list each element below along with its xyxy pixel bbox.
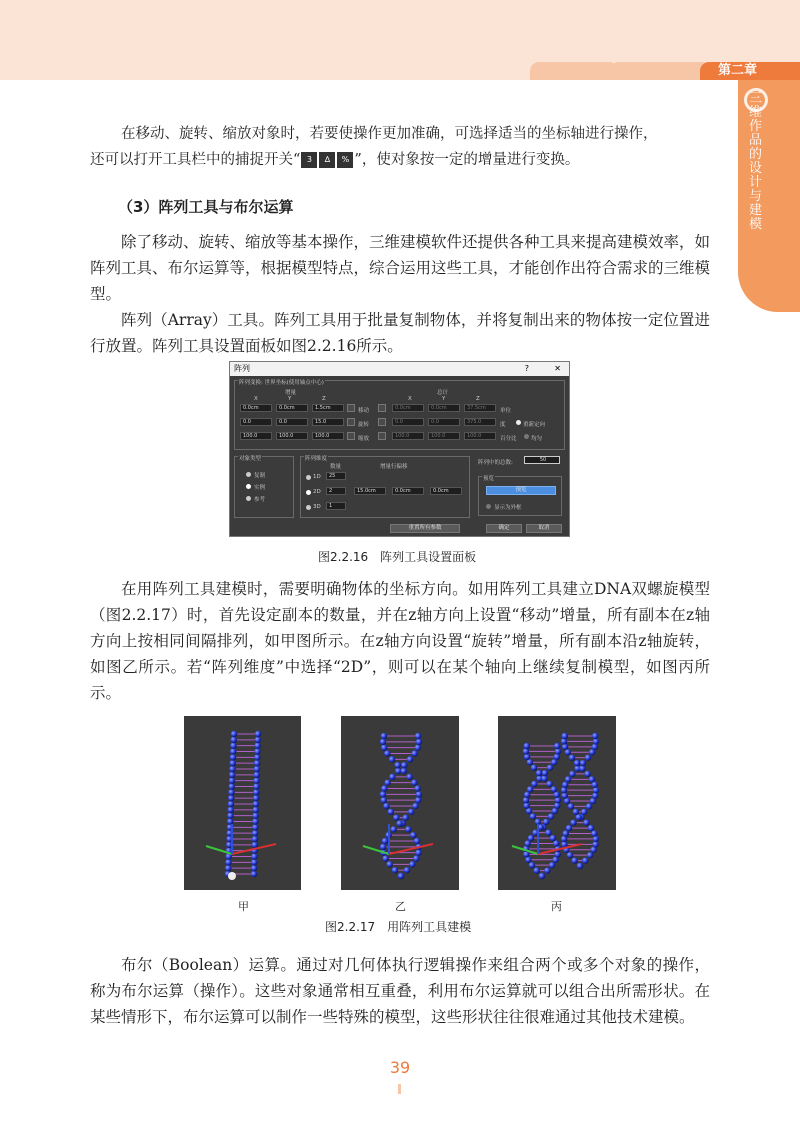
close-icon[interactable]: ✕ — [554, 364, 561, 373]
atom-sphere — [527, 786, 533, 792]
atom-sphere — [592, 792, 598, 798]
radio-copy-label: 复制 — [254, 473, 266, 479]
atom-sphere — [230, 754, 236, 760]
rotate-total-z[interactable]: 375.0 — [464, 418, 496, 426]
dna-straight-array — [184, 716, 301, 890]
atom-sphere — [574, 760, 580, 766]
atom-sphere — [576, 814, 582, 820]
atom-sphere — [228, 801, 234, 807]
atom-sphere — [547, 764, 553, 770]
dna-double-helix-array — [498, 716, 616, 890]
paragraph-4: 布尔（Boolean）运算。通过对几何体执行逻辑操作来组合两个或多个对象的操作，称为布尔运算（操作）。这些对象通常相互重叠，利用布尔运算就可以组合出所需形状。在某些情形下，布尔运算可以制作一些特殊的模型，这些形状往往很难通过其他技术建模。 — [90, 956, 710, 1026]
atom-sphere — [524, 743, 530, 749]
atom-sphere — [561, 836, 567, 842]
rotate-right-arrow[interactable] — [378, 418, 386, 426]
atom-sphere — [561, 787, 567, 793]
show-as-box-label: 显示为外框 — [494, 505, 522, 511]
intro-line-1: 在移动、旋转、缩放对象时，若要使操作更加准确，可选择适当的坐标轴进行操作， — [121, 126, 658, 142]
base-sphere — [228, 872, 236, 880]
count-2d-input[interactable]: 2 — [326, 487, 346, 495]
atom-sphere — [401, 762, 407, 768]
panel-label-a: 甲 — [238, 900, 249, 913]
radio-instance-label: 实例 — [254, 485, 266, 491]
atom-sphere — [554, 802, 560, 808]
section-heading: （3）阵列工具与布尔运算 — [118, 198, 294, 216]
atom-sphere — [553, 840, 559, 846]
atom-sphere — [561, 792, 567, 798]
uniform-checkbox[interactable] — [524, 434, 529, 439]
atom-sphere — [252, 836, 258, 842]
atom-sphere — [253, 801, 259, 807]
atom-sphere — [229, 777, 235, 783]
atom-sphere — [586, 803, 592, 809]
atom-sphere — [382, 838, 388, 844]
atom-sphere — [543, 819, 549, 825]
percent-snap-icon: % — [337, 152, 353, 168]
total-axis-label-y: Y — [442, 396, 446, 402]
atom-sphere — [410, 832, 416, 838]
offset-2d-z[interactable]: 0.0cm — [430, 487, 462, 495]
atom-sphere — [588, 825, 594, 831]
atom-sphere — [536, 770, 542, 776]
atom-sphere — [382, 855, 388, 861]
atom-sphere — [227, 818, 233, 824]
atom-sphere — [548, 813, 554, 819]
dialog-titlebar — [230, 362, 569, 376]
atom-sphere — [523, 802, 529, 808]
atom-sphere — [529, 862, 535, 868]
atom-sphere — [415, 744, 421, 750]
atom-sphere — [544, 867, 550, 873]
side-tab-title: 三维作品的设计与建模 — [749, 91, 763, 232]
dialog-title: 阵列 — [234, 364, 250, 373]
page-tick — [398, 1084, 401, 1094]
atom-sphere — [383, 803, 389, 809]
atom-sphere — [251, 859, 257, 865]
move-y-input[interactable]: 0.0cm — [276, 404, 308, 412]
atom-sphere — [254, 772, 260, 778]
atom-sphere — [388, 809, 394, 815]
preview-button[interactable]: 预览 — [486, 486, 556, 495]
atom-sphere — [591, 830, 597, 836]
axis-label-y: Y — [288, 396, 292, 402]
dna-helix-array — [341, 716, 459, 890]
atom-sphere — [415, 849, 421, 855]
increment-label: 增量 — [285, 390, 297, 396]
atom-sphere — [562, 782, 568, 788]
atom-sphere — [254, 760, 260, 766]
atom-sphere — [252, 812, 258, 818]
atom-sphere — [396, 820, 402, 826]
atom-sphere — [581, 809, 587, 815]
atom-sphere — [542, 770, 548, 776]
atom-sphere — [580, 760, 586, 766]
atom-sphere — [569, 771, 575, 777]
ok-button[interactable]: 确定 — [486, 524, 522, 533]
rotate-x-input[interactable]: 0.0 — [240, 418, 272, 426]
radio-reference-label: 参考 — [254, 497, 266, 503]
atom-sphere — [225, 865, 231, 871]
atom-sphere — [228, 789, 234, 795]
radio-2d[interactable] — [306, 490, 311, 495]
atom-sphere — [225, 859, 231, 865]
atom-sphere — [528, 835, 534, 841]
atom-sphere — [254, 766, 260, 772]
atom-sphere — [565, 776, 571, 782]
atom-sphere — [415, 797, 421, 803]
label-1d: 1D — [313, 474, 321, 480]
radio-3d[interactable] — [306, 505, 311, 510]
dna-panel-b — [341, 716, 459, 890]
atom-sphere — [579, 765, 585, 771]
atom-sphere — [582, 857, 588, 863]
atom-sphere — [411, 750, 417, 756]
atom-sphere — [589, 749, 595, 755]
atom-sphere — [395, 762, 401, 768]
atom-sphere — [405, 826, 411, 832]
page-number: 39 — [389, 1058, 411, 1077]
atom-sphere — [593, 787, 599, 793]
atom-sphere — [384, 750, 390, 756]
atom-sphere — [531, 764, 537, 770]
atom-sphere — [230, 760, 236, 766]
array-dialog — [229, 361, 570, 537]
preview-group-label: 预览 — [483, 476, 495, 482]
snap-toggle-icon: 3 — [301, 152, 317, 168]
atom-sphere — [252, 824, 258, 830]
atom-sphere — [569, 754, 575, 760]
atom-sphere — [254, 748, 260, 754]
help-icon[interactable]: ? — [524, 364, 529, 373]
scale-unit: 百分比 — [500, 436, 517, 442]
offset-label: 增量行偏移 — [380, 464, 408, 470]
move-z-input[interactable]: 1.5cm — [312, 404, 344, 412]
atom-sphere — [527, 759, 533, 765]
rotate-label: 旋转 — [358, 422, 370, 428]
atom-sphere — [554, 792, 560, 798]
atom-sphere — [380, 844, 386, 850]
atom-sphere — [414, 838, 420, 844]
panel-label-b: 乙 — [395, 900, 406, 913]
atom-sphere — [384, 779, 390, 785]
rotate-unit: 度 — [500, 422, 506, 428]
atom-sphere — [555, 748, 561, 754]
atom-sphere — [539, 873, 545, 879]
side-tab — [738, 80, 800, 312]
atom-sphere — [593, 836, 599, 842]
atom-sphere — [401, 768, 407, 774]
rotate-total-x[interactable]: 0.0 — [392, 418, 424, 426]
atom-sphere — [253, 783, 259, 789]
label-2d: 2D — [313, 489, 321, 495]
atom-sphere — [231, 737, 237, 743]
scale-total-z[interactable]: 100.0 — [464, 432, 496, 440]
axis-label-z: Z — [322, 396, 326, 402]
atom-sphere — [253, 795, 259, 801]
scale-total-x[interactable]: 100.0 — [392, 432, 424, 440]
move-label: 移动 — [358, 408, 370, 414]
atom-sphere — [252, 842, 258, 848]
atom-sphere — [381, 744, 387, 750]
atom-sphere — [563, 830, 569, 836]
count-1d-input[interactable]: 25 — [326, 472, 346, 480]
uniform-label: 均匀 — [531, 436, 543, 442]
atom-sphere — [406, 774, 412, 780]
atom-sphere — [412, 803, 418, 809]
atom-sphere — [415, 733, 421, 739]
atom-sphere — [380, 791, 386, 797]
atom-sphere — [407, 756, 413, 762]
scale-z-input[interactable]: 100.0 — [312, 432, 344, 440]
atom-sphere — [402, 814, 408, 820]
atom-sphere — [551, 786, 557, 792]
atom-sphere — [531, 781, 537, 787]
atom-sphere — [389, 774, 395, 780]
atom-sphere — [546, 781, 552, 787]
move-left-arrow[interactable] — [347, 404, 355, 412]
scale-right-arrow[interactable] — [378, 432, 386, 440]
scale-y-input[interactable]: 100.0 — [276, 432, 308, 440]
atom-sphere — [550, 835, 556, 841]
offset-2d-y[interactable]: 0.0cm — [392, 487, 424, 495]
atom-sphere — [251, 865, 257, 871]
snap-icons — [300, 147, 354, 173]
atom-sphere — [555, 797, 561, 803]
intro-line-2: 还可以打开工具栏中的捕捉开关“ 3 ∆ % ”，使对象按一定的增量进行变换。 — [90, 147, 710, 173]
atom-sphere — [229, 766, 235, 772]
atom-sphere — [562, 733, 568, 739]
atom-sphere — [381, 733, 387, 739]
atom-sphere — [592, 733, 598, 739]
atom-sphere — [584, 771, 590, 777]
atom-sphere — [416, 739, 422, 745]
atom-sphere — [585, 754, 591, 760]
atom-sphere — [252, 830, 258, 836]
radio-copy[interactable] — [246, 472, 251, 477]
atom-sphere — [252, 818, 258, 824]
atom-sphere — [583, 819, 589, 825]
move-right-arrow[interactable] — [378, 404, 386, 412]
rotate-y-input[interactable]: 0.0 — [276, 418, 308, 426]
atom-sphere — [416, 791, 422, 797]
atom-sphere — [398, 873, 404, 879]
count-3d-input[interactable]: 1 — [326, 502, 346, 510]
atom-sphere — [523, 748, 529, 754]
atom-sphere — [413, 855, 419, 861]
atom-sphere — [565, 749, 571, 755]
paragraph-1: 除了移动、旋转、缩放等基本操作，三维建模软件还提供各种工具来提高建模效率，如阵列工具、布尔运算等，根据模型特点，综合运用这些工具，才能创作出符合需求的三维模型。 — [90, 233, 711, 303]
move-total-y[interactable]: 0.0cm — [428, 404, 460, 412]
atom-sphere — [253, 789, 259, 795]
object-type-label: 对象类型 — [239, 456, 262, 462]
atom-sphere — [593, 738, 599, 744]
dna-panel-a — [184, 716, 301, 890]
atom-sphere — [390, 826, 396, 832]
atom-sphere — [253, 777, 259, 783]
atom-sphere — [568, 803, 574, 809]
atom-sphere — [524, 754, 530, 760]
atom-sphere — [549, 862, 555, 868]
scale-label: 缩放 — [358, 436, 370, 442]
atom-sphere — [587, 852, 593, 858]
atom-sphere — [404, 867, 410, 873]
show-as-box-checkbox[interactable] — [486, 504, 491, 509]
atom-sphere — [255, 737, 261, 743]
atom-sphere — [409, 861, 415, 867]
atom-sphere — [408, 809, 414, 815]
rotate-total-y[interactable]: 0.0 — [428, 418, 460, 426]
atom-sphere — [254, 754, 260, 760]
atom-sphere — [592, 782, 598, 788]
dna-panel-c — [498, 716, 616, 890]
atom-sphere — [533, 867, 539, 873]
rotate-left-arrow[interactable] — [347, 418, 355, 426]
atom-sphere — [573, 809, 579, 815]
atom-sphere — [592, 744, 598, 750]
figure-2-caption: 图2.2.17 用阵列工具建模 — [325, 920, 472, 934]
atom-sphere — [551, 759, 557, 765]
chapter-tab: 第二章 — [700, 62, 800, 80]
atom-sphere — [530, 813, 536, 819]
atom-sphere — [228, 807, 234, 813]
atom-sphere — [567, 852, 573, 858]
radio-1d[interactable] — [306, 475, 311, 480]
paragraph-2: 阵列（Array）工具。阵列工具用于批量复制物体，并将复制出来的物体按一定位置进行放置。阵列工具设置面板如图2.2.16所示。 — [90, 311, 710, 355]
atom-sphere — [414, 785, 420, 791]
rotate-z-input[interactable]: 15.0 — [312, 418, 344, 426]
atom-sphere — [381, 797, 387, 803]
atom-sphere — [251, 871, 257, 877]
dimension-label: 阵列维度 — [305, 456, 328, 462]
angle-snap-icon: ∆ — [319, 152, 335, 168]
panel-label-c: 丙 — [551, 900, 562, 913]
atom-sphere — [554, 743, 560, 749]
atom-sphere — [389, 756, 395, 762]
atom-sphere — [411, 779, 417, 785]
atom-sphere — [229, 783, 235, 789]
atom-sphere — [230, 742, 236, 748]
atom-sphere — [392, 867, 398, 873]
transform-group-label: 阵列变换: 世界坐标(使用轴点中心) — [239, 380, 324, 386]
atom-sphere — [381, 785, 387, 791]
atom-sphere — [566, 825, 572, 831]
move-x-input[interactable]: 0.0cm — [240, 404, 272, 412]
radio-reference[interactable] — [246, 496, 251, 501]
label-3d: 3D — [313, 504, 321, 510]
total-axis-label-x: X — [408, 396, 412, 402]
total-label: 总计 — [437, 390, 449, 396]
atom-sphere — [562, 744, 568, 750]
axis-label-x: X — [254, 396, 258, 402]
atom-sphere — [525, 840, 531, 846]
atom-sphere — [577, 863, 583, 869]
atom-sphere — [380, 739, 386, 745]
atom-sphere — [570, 819, 576, 825]
reorient-label: 重新定向 — [523, 422, 546, 428]
reset-all-button[interactable]: 重置所有参数 — [390, 524, 460, 533]
atom-sphere — [386, 861, 392, 867]
atom-sphere — [253, 807, 259, 813]
atom-sphere — [251, 853, 257, 859]
total-in-array-label: 阵列中的总数: — [478, 460, 513, 466]
move-unit: 单位 — [500, 408, 512, 414]
total-in-array-value: 50 — [524, 456, 560, 464]
scale-total-y[interactable]: 100.0 — [428, 432, 460, 440]
atom-sphere — [524, 792, 530, 798]
total-axis-label-z: Z — [476, 396, 480, 402]
scale-x-input[interactable]: 100.0 — [240, 432, 272, 440]
offset-2d-x[interactable]: 15.0cm — [354, 487, 386, 495]
atom-sphere — [230, 748, 236, 754]
atom-sphere — [254, 742, 260, 748]
count-label: 数量 — [330, 464, 342, 470]
atom-sphere — [571, 857, 577, 863]
scale-left-arrow[interactable] — [347, 432, 355, 440]
atom-sphere — [393, 814, 399, 820]
atom-sphere — [554, 754, 560, 760]
atom-sphere — [523, 797, 529, 803]
atom-sphere — [541, 775, 547, 781]
paragraph-3: 在用阵列工具建模时，需要明确物体的坐标方向。如用阵列工具建立DNA双螺旋模型（图2.2.17）时，首先设定副本的数量，并在z轴方向上设置“移动”增量，所有副本在z轴方向上按相同间隔排列，如甲图所示。在z轴方向设置“旋转”增量，所有副本沿z轴旋转，如图乙所示。若“阵列维度”中选择“2D”，则可以在某个轴向上继续复制模型，如图丙所示。 — [90, 580, 710, 702]
atom-sphere — [228, 795, 234, 801]
cancel-button[interactable]: 取消 — [526, 524, 562, 533]
move-total-x[interactable]: 0.0cm — [392, 404, 424, 412]
atom-sphere — [589, 776, 595, 782]
atom-sphere — [229, 772, 235, 778]
move-total-z[interactable]: 37.5cm — [464, 404, 496, 412]
atom-sphere — [255, 731, 261, 737]
figure-1-caption: 图2.2.16 阵列工具设置面板 — [318, 550, 477, 564]
atom-sphere — [227, 812, 233, 818]
atom-sphere — [231, 731, 237, 737]
atom-sphere — [561, 738, 567, 744]
atom-sphere — [545, 829, 551, 835]
radio-instance[interactable] — [246, 484, 251, 489]
reorient-checkbox[interactable] — [516, 420, 521, 425]
atom-sphere — [395, 768, 401, 774]
